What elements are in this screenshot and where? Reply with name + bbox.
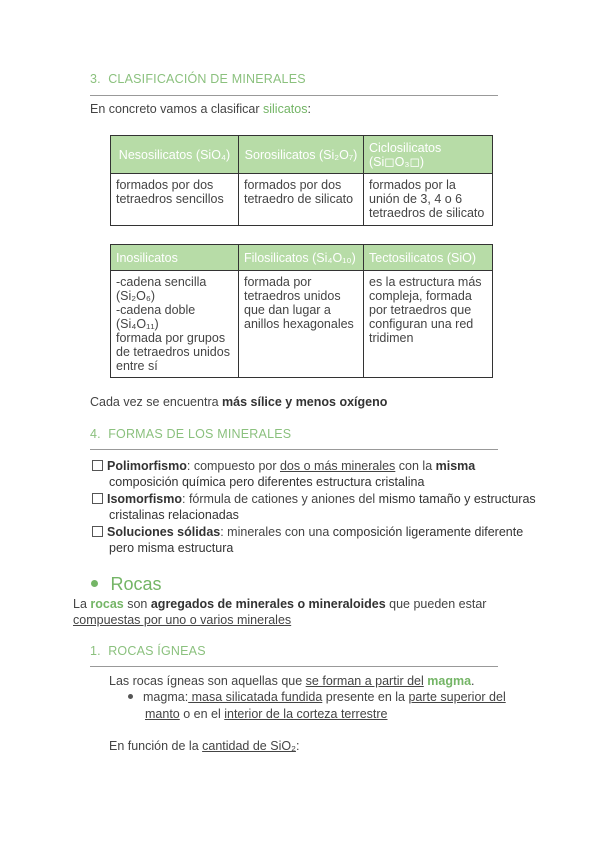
- cell-ciclosilicatos: formados por la unión de 3, 4 o 6 tetraedros de silicato: [364, 174, 493, 226]
- form-item-soluciones: [92, 524, 523, 540]
- term: Soluciones sólidas: [107, 525, 221, 539]
- underlined-text: cantidad de SiO₂: [202, 739, 296, 753]
- silicates-table-2: [110, 244, 493, 378]
- form-item-soluciones-line2: pero misma estructura: [109, 541, 234, 555]
- summary-bold: más sílice y menos oxígeno: [222, 395, 388, 409]
- underlined-text: se forman a partir del: [305, 674, 424, 688]
- text: o en el: [179, 707, 225, 721]
- text: con la: [395, 459, 436, 473]
- text: presente en la: [322, 690, 409, 704]
- checkbox[interactable]: [92, 460, 103, 471]
- text: :: [184, 690, 189, 704]
- checkbox[interactable]: [92, 526, 103, 537]
- silicates-table-1: [110, 135, 493, 226]
- text: que pueden estar: [385, 597, 487, 611]
- form-item-polimorfismo-line2: composición química pero diferentes estructura cristalina: [109, 475, 425, 489]
- header-nesosilicatos: Nesosilicatos (SiO₄): [111, 136, 239, 174]
- bold-text: composición ligeramente diferente: [332, 525, 524, 539]
- section-number: 4.: [90, 427, 101, 441]
- section-number: 3.: [90, 72, 101, 86]
- section-divider: [90, 95, 498, 96]
- bold-text: misma: [435, 459, 476, 473]
- text: :: [295, 739, 300, 753]
- igneas-paragraph: [109, 673, 475, 689]
- checkbox[interactable]: [92, 493, 103, 504]
- silicatos-link[interactable]: silicatos: [263, 102, 308, 116]
- underlined-text: interior de la corteza terrestre: [224, 707, 388, 721]
- cell-filosilicatos: formada por tetraedros unidos que dan lugar a anillos hexagonales: [239, 271, 364, 378]
- term: Isomorfismo: [107, 492, 183, 506]
- cell-sorosilicatos: formados por dos tetraedro de silicato: [239, 174, 364, 226]
- section-divider: [90, 666, 498, 667]
- section-3-heading: [90, 72, 306, 86]
- header-ciclosilicatos: Ciclosilicatos (Si◻O₃◻): [364, 136, 493, 174]
- section-title: FORMAS DE LOS MINERALES: [108, 427, 292, 441]
- text: son: [123, 597, 151, 611]
- term: Polimorfismo: [107, 459, 187, 473]
- intro-suffix: :: [307, 102, 311, 116]
- cell-nesosilicatos: formados por dos tetraedros sencillos: [111, 174, 239, 226]
- form-item-polimorfismo: [92, 458, 475, 474]
- intro-paragraph: [90, 101, 311, 117]
- term: magma: [143, 690, 185, 704]
- rocas-paragraph-line2: compuestas por uno o varios minerales: [73, 613, 292, 627]
- cell-inosilicatos: -cadena sencilla (Si₂O₆) -cadena doble (Si₄O₁₁) formada por grupos de tetraedros unidos entre sí: [111, 271, 239, 378]
- underlined-text: masa silicatada fundida: [188, 690, 323, 704]
- intro-text: En concreto vamos a clasificar: [90, 102, 263, 116]
- underlined-text: manto: [145, 707, 180, 721]
- bold-text: agregados de minerales o mineraloides: [150, 597, 386, 611]
- rocas-paragraph: [73, 596, 486, 612]
- text: : compuesto por: [186, 459, 280, 473]
- header-inosilicatos: Inosilicatos: [111, 245, 239, 271]
- underlined-text: dos o más minerales: [279, 459, 396, 473]
- header-filosilicatos: Filosilicatos (Si₄O₁₀): [239, 245, 364, 271]
- text: : minerales con una: [220, 525, 333, 539]
- funcion-paragraph: [109, 738, 299, 754]
- section-title: ROCAS ÍGNEAS: [108, 644, 206, 658]
- header-sorosilicatos: Sorosilicatos (Si₂O₇): [239, 136, 364, 174]
- rocas-title: Rocas: [110, 574, 162, 594]
- text: : fórmula de cationes y aniones del: [182, 492, 379, 506]
- summary-text: Cada vez se encuentra: [90, 395, 223, 409]
- bullet-dot-icon: [91, 580, 98, 587]
- form-item-isomorfismo-line2: cristalinas relacionadas: [109, 508, 239, 522]
- cell-tectosilicatos: es la estructura más compleja, formada por tetraedros que configuran una red tridimen: [364, 271, 493, 378]
- form-item-isomorfismo: [92, 491, 536, 507]
- rocas-keyword: rocas: [90, 597, 124, 611]
- text: La: [73, 597, 91, 611]
- magma-bullet-line2: [145, 706, 388, 722]
- text: .: [471, 674, 475, 688]
- bold-text: mismo tamaño y estructuras: [378, 492, 536, 506]
- underlined-text: parte superior del: [408, 690, 506, 704]
- header-tectosilicatos: Tectosilicatos (SiO): [364, 245, 493, 271]
- bullet-dot-icon: [128, 694, 133, 699]
- text: Las rocas ígneas son aquellas que: [109, 674, 306, 688]
- text: En función de la: [109, 739, 203, 753]
- magma-keyword: magma: [427, 674, 472, 688]
- section-divider: [90, 449, 498, 450]
- section-number: 1.: [90, 644, 101, 658]
- section-1-heading: [90, 644, 206, 658]
- magma-bullet: [128, 689, 506, 705]
- section-title: CLASIFICACIÓN DE MINERALES: [108, 72, 306, 86]
- rocas-heading: [91, 574, 161, 595]
- section-4-heading: [90, 427, 291, 441]
- summary-paragraph: [90, 394, 387, 410]
